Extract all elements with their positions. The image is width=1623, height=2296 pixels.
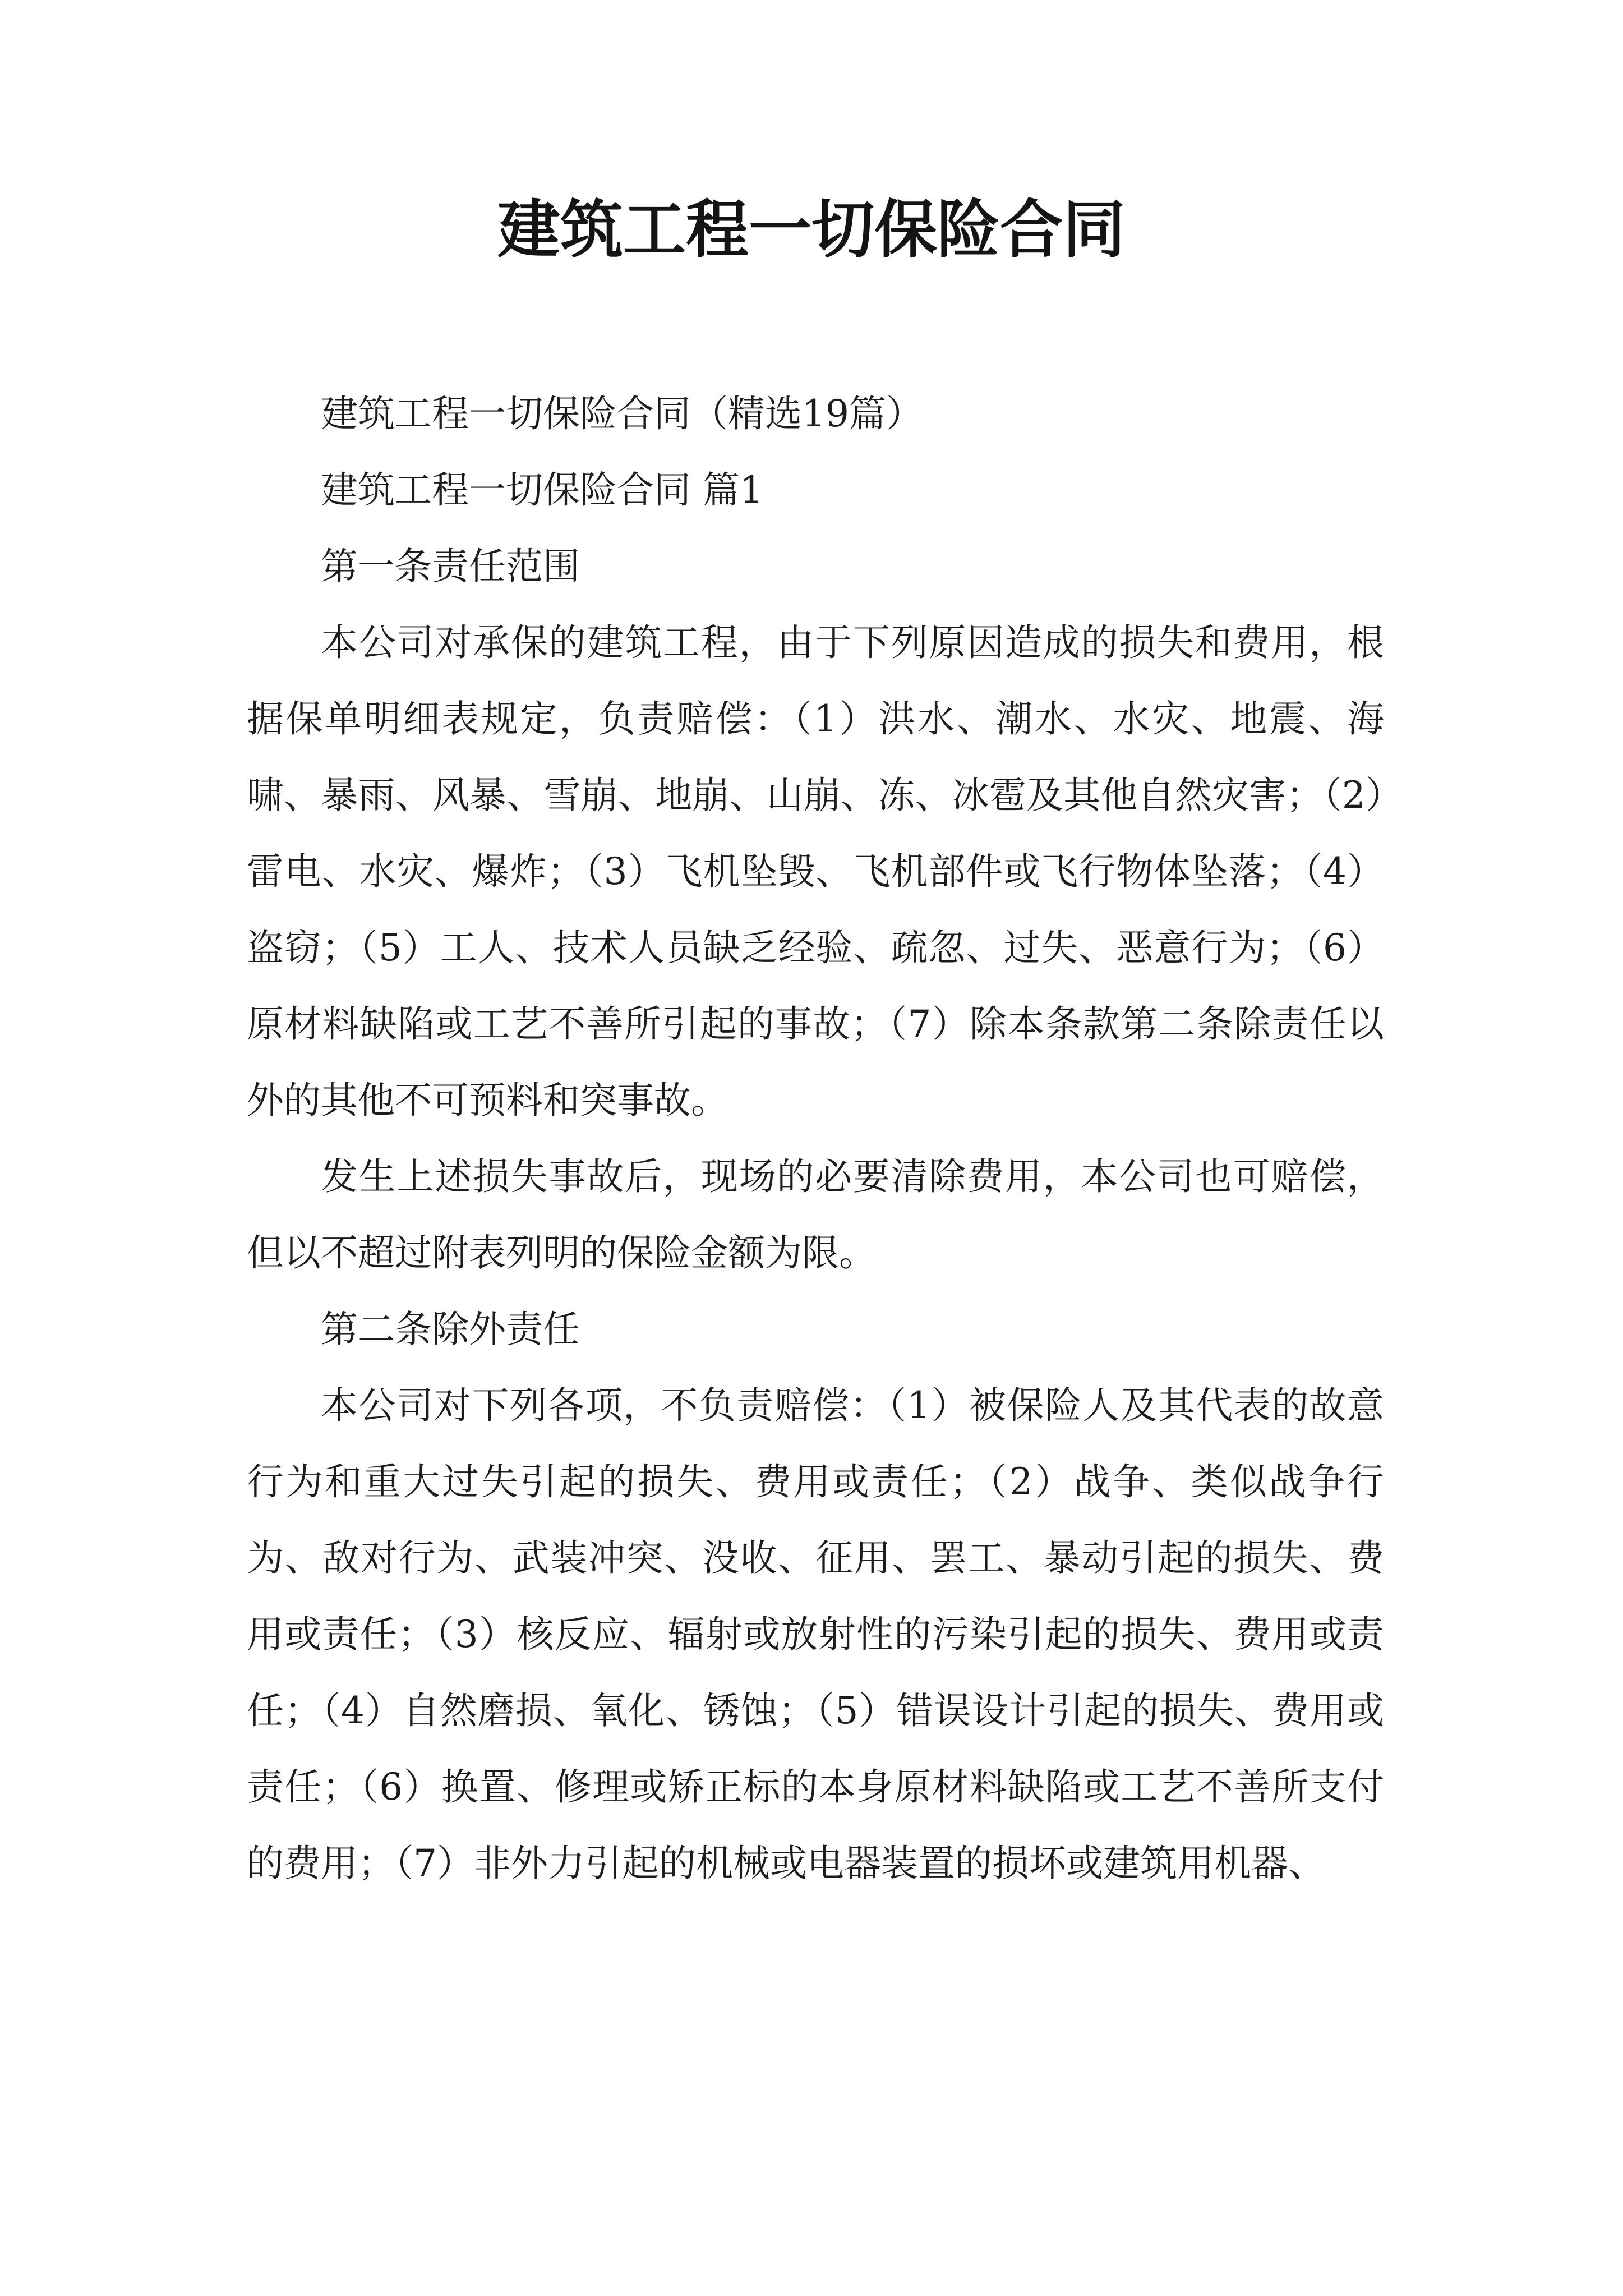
paragraph-collection-title: 建筑工程一切保险合同（精选19篇）	[321, 392, 923, 435]
paragraph-article-1-note: 发生上述损失事故后，现场的必要清除费用，本公司也可赔偿，但以不超过附表列明的保险金额为限。	[247, 1155, 1384, 1274]
paragraph-article-2-body: 本公司对下列各项，不负责赔偿：（1）被保险人及其代表的故意行为和重大过失引起的损失、费用或责任；（2）战争、类似战争行为、敌对行为、武装冲突、没收、征用、罢工、暴动引起的损失、费用或责任；（3）核反应、辐射或放射性的污染引起的损失、费用或责任；（4）自然磨损、氧化、锈蚀；（5）错误设计引起的损失、费用或责任；（6）换置、修理或矫正标的本身原材料缺陷或工艺不善所支付的费用；（7）非外力引起的机械或电器装置的损坏或建筑用机器、	[247, 1384, 1384, 1885]
paragraph-article-1-heading: 第一条责任范围	[321, 545, 580, 588]
paragraph-article-1-body: 本公司对承保的建筑工程，由于下列原因造成的损失和费用，根据保单明细表规定，负责赔偿：（1）洪水、潮水、水灾、地震、海啸、暴雨、风暴、雪崩、地崩、山崩、冻、冰雹及其他自然灾害；（2）雷电、水灾、爆炸；（3）飞机坠毁、飞机部件或飞行物体坠落；（4）盗窃；（5）工人、技术人员缺乏经验、疏忽、过失、恶意行为；（6）原材料缺陷或工艺不善所引起的事故；（7）除本条款第二条除责任以外的其他不可预料和突事故。	[247, 621, 1384, 1122]
paragraph-section-heading: 建筑工程一切保险合同 篇1	[321, 468, 763, 512]
document-body	[247, 376, 1384, 1902]
document-title: 建筑工程一切保险合同	[497, 193, 1126, 266]
paragraph-article-2-heading: 第二条除外责任	[321, 1308, 580, 1351]
